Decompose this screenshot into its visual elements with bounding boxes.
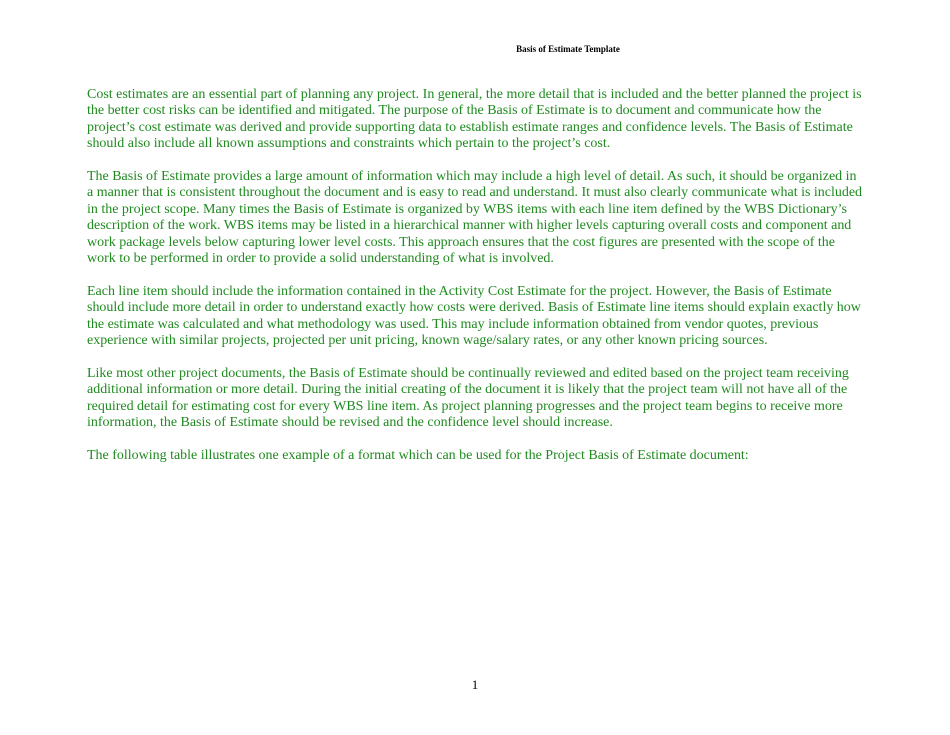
page-number: 1: [471, 677, 479, 692]
paragraph-cost-estimates: Cost estimates are an essential part of planning any project. In general, the more detail that is included and the better planned the project is the better cost risks can be identified and mitigated. The purpose of the Basis of Estimate is to document and communicate how the project’s cost estimate was derived and provide supporting data to establish estimate ranges and confidence levels. The Basis of Estimate should also include all known assumptions and constraints which pertain to the project’s cost.: [87, 87, 862, 152]
paragraph-information-detail: The Basis of Estimate provides a large amount of information which may include a high level of detail. As such, it should be organized in a manner that is consistent throughout the document and is easy to read and understand. It must also clearly communicate what is included in the project scope. Many times the Basis of Estimate is organized by WBS items with each line item defined by the WBS Dictionary’s description of the work. WBS items may be listed in a hierarchical manner with higher levels capturing overall costs and component and work package levels below capturing lower level costs. This approach ensures that the cost figures are presented with the scope of the work to be performed in order to provide a solid understanding of what is involved.: [87, 169, 863, 267]
paragraph-line-items: Each line item should include the information contained in the Activity Cost Estimate for the project. However, the Basis of Estimate should include more detail in order to understand exactly how costs were derived. Basis of Estimate line items should explain exactly how the estimate was calculated and what methodology was used. This may include information obtained from vendor quotes, previous experience with similar projects, projected per unit pricing, known wage/salary rates, or any other known pricing sources.: [87, 283, 861, 349]
paragraph-table-intro: The following table illustrates one example of a format which can be used for the Project Basis of Estimate document:: [87, 447, 749, 463]
document-body: [87, 87, 865, 481]
paragraph-review-edit: Like most other project documents, the Basis of Estimate should be continually reviewed and edited based on the project team receiving additional information or more detail. During the initial creating of the document it is likely that the project team will not have all of the required detail for estimating cost for every WBS line item. As project planning progresses and the project team begins to receive more information, the Basis of Estimate should be revised and the confidence level should increase.: [87, 365, 849, 431]
page-header-title: Basis of Estimate Template: [516, 44, 620, 54]
